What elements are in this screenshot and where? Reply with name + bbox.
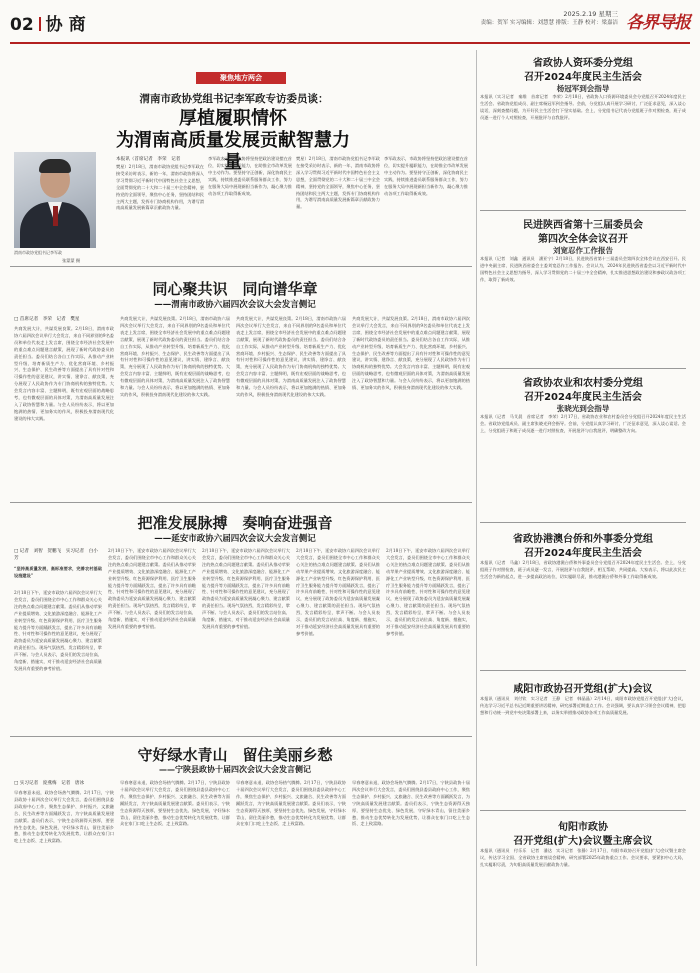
- section2-body-col3: 共商发展大计，共谋发展良策。2月18日，渭南市政协六届四次会议举行大会发言，来自不同界别的9名委员和单位代表走上发言席，围绕全市经济社会发展中的重点难点问题建言献策，展现了新时代政协委员的责任担当。委员们结合各自工作实际，从推动产业转型升级、培育新质生产力、优化营商环境、乡村振兴、生态保护、民生改善等方面提出了具有针对性和可操作性的意见建议，讲实情、建诤言、献良策，充分展现了人民政协作为专门协商机构的独特优势。大会发言内容丰富、主题鲜明，既有宏观层面的战略思考，也有微观层面的具体对策，为渭南高质量发展注入了政协智慧和力量。与会人员纷纷表示，将以更加饱满的热情、更加务实的作风，积极投身渭南现代化建设的伟大实践。: [236, 316, 346, 397]
- right-article-1-title1: 省政协人资环委分党组: [533, 58, 633, 69]
- section4-body-col3: 早春寒意未退，政协会场热气腾腾。2月17日，宁陕县政协十届四次会议举行大会发言，委员们围绕县委县政府中心工作，聚焦生态保护、乡村振兴、文旅融合、民生改善等方面踊跃发言，为宁陕高质量发展建言献策。委员们表示，宁陕生态资源得天独厚，要坚持生态优先、绿色发展，守好绿水青山，留住美丽乡愁，推动生态优势转化为发展优势，让群众在家门口吃上生态饭、走上致富路。: [236, 780, 346, 827]
- right-article-3-title2: 召开2024年度民主生活会: [524, 392, 642, 403]
- divider-right-4: [480, 670, 686, 671]
- divider-right-1: [480, 210, 686, 211]
- portrait-photo: [14, 152, 96, 248]
- issue-date: 2025.2.19 星期三: [563, 10, 618, 18]
- right-article-4-title2: 召开2024年度民主生活会: [524, 548, 642, 559]
- right-article-1-subtitle: 杨冠军到会指导: [556, 84, 610, 93]
- photo-credit: 张蒙蒙 摄: [62, 258, 81, 263]
- right-article-3-subtitle: 张晓光到会指导: [556, 404, 610, 413]
- right-article-2-subtitle: 刘宽忍作工作报告: [553, 246, 613, 255]
- divider-right-5: [480, 810, 686, 811]
- section4-body-col4: 早春寒意未退，政协会场热气腾腾。2月17日，宁陕县政协十届四次会议举行大会发言，委员们围绕县委县政府中心工作，聚焦生态保护、乡村振兴、文旅融合、民生改善等方面踊跃发言，为宁陕高质量发展建言献策。委员们表示，宁陕生态资源得天独厚，要坚持生态优先、绿色发展，守好绿水青山，留住美丽乡愁，推动生态优势转化为发展优势，让群众在家门口吃上生态饭、走上致富路。: [352, 780, 470, 827]
- section3-body-col1: 2月18日下午，延安市政协六届四次会议举行大会发言，委员们围绕全市中心工作和群众关心关注的热点难点问题建言献策。委员们从推动苹果产业提质增效、文化旅游深度融合、能源化工产业转型升级、红色资源保护利用、医疗卫生服务能力提升等方面踊跃发言，提出了许多具有前瞻性、针对性和可操作性的意见建议，充分展现了政协委员为延安高质量发展凝心聚力、建言献策的责任担当。现场气氛热烈，发言精彩纷呈，掌声不断。与会人员表示，委员们的发言站位高、角度新、措施实，对于推动延安经济社会高质量发展具有重要的参考价值。: [14, 590, 102, 671]
- feature-title-line1: 厚植履职情怀: [179, 108, 287, 129]
- masthead-logo: 各界导报: [626, 13, 690, 33]
- section2-body-col4: 共商发展大计，共谋发展良策。2月18日，渭南市政协六届四次会议举行大会发言，来自不同界别的9名委员和单位代表走上发言席，围绕全市经济社会发展中的重点难点问题建言献策，展现了新时代政协委员的责任担当。委员们结合各自工作实际，从推动产业转型升级、培育新质生产力、优化营商环境、乡村振兴、生态保护、民生改善等方面提出了具有针对性和可操作性的意见建议，讲实情、建诤言、献良策，充分展现了人民政协作为专门协商机构的独特优势。大会发言内容丰富、主题鲜明，既有宏观层面的战略思考，也有微观层面的具体对策，为渭南高质量发展注入了政协智慧和力量。与会人员纷纷表示，将以更加饱满的热情、更加务实的作风，积极投身渭南现代化建设的伟大实践。: [352, 316, 470, 391]
- right-article-1-body: 本报讯（实习记者 秦维 首席记者 李荣）2月18日，省政协人口资源环境委员会分党组召开2024年度民主生活会。省政协党组成员、副主席杨冠军到会指导。会前，分党组认真开展学习研讨，广泛征求意见，深入谈心谈话，深刻查摆问题，为开好民主生活会打下坚实基础。会上，分党组书记代表分党组班子作对照检查，班子成员逐一进行个人对照检查，开展批评与自我批评。: [480, 94, 686, 120]
- page-number: 02: [10, 15, 34, 35]
- photo-caption: 渭南市政协党组书记李军政: [14, 250, 62, 255]
- header-divider: [39, 17, 41, 31]
- page-number-section: [10, 10, 86, 35]
- right-article-2-title2: 第四次全体会议召开: [538, 234, 628, 245]
- right-article-3-title1: 省政协农业和农村委分党组: [523, 378, 643, 389]
- page-header: [10, 8, 690, 44]
- right-article-3-body: 本报讯（记者 马艾晨 首席记者 李荣）2月17日，省政协农业和农村委员会分党组召开2024年度民主生活会。省政协党组成员、副主席张晓光到会指导。会前，分党组认真学习研讨，广泛征求意见，深入谈心谈话。会上，分党组班子和班子成员逐一进行对照检查，开展批评与自我批评，明确整改方向。: [480, 414, 686, 433]
- section3-quote: “坚持高质量发展，高标准要求，完善农村基础设施建设”: [14, 566, 102, 578]
- section3-body-col4: 2月18日下午，延安市政协六届四次会议举行大会发言，委员们围绕全市中心工作和群众关心关注的热点难点问题建言献策。委员们从推动苹果产业提质增效、文化旅游深度融合、能源化工产业转型升级、红色资源保护利用、医疗卫生服务能力提升等方面踊跃发言，提出了许多具有前瞻性、针对性和可操作性的意见建议，充分展现了政协委员为延安高质量发展凝心聚力、建言献策的责任担当。现场气氛热烈，发言精彩纷呈，掌声不断。与会人员表示，委员们的发言站位高、角度新、措施实，对于推动延安经济社会高质量发展具有重要的参考价值。: [296, 548, 380, 636]
- feature-subtitle: 渭南市政协党组书记李军政专访委员谈：: [139, 93, 329, 105]
- photo-hair: [39, 159, 71, 173]
- section4-title: 守好绿水青山 留住美丽乡愁: [137, 746, 333, 764]
- right-article-6-body: 本报讯（通讯员 付乐乐 记者 潘达 实习记者 张静）2月17日，旬阳市政协召开党组(扩大)会议暨主席会议，传达学习全国、全省政协主席座谈会精神，研究部署2025年政协重点工作。会议要求，要紧扣中心大局，扎实履职尽责，为旬阳高质量发展贡献政协力量。: [480, 848, 686, 867]
- section3-byline: □ 记者 刘智 贺鹏飞 实习记者 白小芳: [14, 549, 98, 561]
- feature-body-col1: 樊星）2月18日，渭南市政协党组书记李军政在接受采访时表示，新的一年，渭南市政协将深入学习贯彻习近平新时代中国特色社会主义思想，全面贯彻党的二十大和二十届三中全会精神，坚持党的全面领导，聚焦中心任务，坚持团结和民主两大主题，发挥专门协商机构作用，为谱写渭南高质量发展新篇章贡献政协力量。: [116, 164, 204, 211]
- right-article-6-title1: 旬阳市政协: [558, 822, 608, 833]
- section3-title: 把准发展脉搏 奏响奋进强音: [137, 514, 333, 532]
- column-divider: [476, 50, 477, 966]
- section3-body-col2: 2月18日下午，延安市政协六届四次会议举行大会发言，委员们围绕全市中心工作和群众关心关注的热点难点问题建言献策。委员们从推动苹果产业提质增效、文化旅游深度融合、能源化工产业转型升级、红色资源保护利用、医疗卫生服务能力提升等方面踊跃发言，提出了许多具有前瞻性、针对性和可操作性的意见建议，充分展现了政协委员为延安高质量发展凝心聚力、建言献策的责任担当。现场气氛热烈，发言精彩纷呈，掌声不断。与会人员表示，委员们的发言站位高、角度新、措施实，对于推动延安经济社会高质量发展具有重要的参考价值。: [108, 548, 196, 629]
- section4-byline: □ 实习记者 庞燕梅 记者 唐冰: [14, 781, 85, 786]
- feature-title-line2: 为渭南高质量发展贡献智慧力量: [116, 130, 350, 173]
- section2-byline: □ 首席记者 李荣 记者 樊星: [14, 317, 80, 322]
- feature-byline: 本报讯（首席记者 李荣 记者: [116, 157, 181, 162]
- right-article-1-title2: 召开2024年度民主生活会: [524, 72, 642, 83]
- right-article-6-title2: 召开党组(扩大)会议暨主席会议: [513, 836, 653, 847]
- section2-body-col2: 共商发展大计，共谋发展良策。2月18日，渭南市政协六届四次会议举行大会发言，来自不同界别的9名委员和单位代表走上发言席，围绕全市经济社会发展中的重点难点问题建言献策，展现了新时代政协委员的责任担当。委员们结合各自工作实际，从推动产业转型升级、培育新质生产力、优化营商环境、乡村振兴、生态保护、民生改善等方面提出了具有针对性和可操作性的意见建议，讲实情、建诤言、献良策，充分展现了人民政协作为专门协商机构的独特优势。大会发言内容丰富、主题鲜明，既有宏观层面的战略思考，也有微观层面的具体对策，为渭南高质量发展注入了政协智慧和力量。与会人员纷纷表示，将以更加饱满的热情、更加务实的作风，积极投身渭南现代化建设的伟大实践。: [120, 316, 230, 397]
- section-name: 协 商: [45, 15, 86, 35]
- section4-body-col2: 早春寒意未退，政协会场热气腾腾。2月17日，宁陕县政协十届四次会议举行大会发言，委员们围绕县委县政府中心工作，聚焦生态保护、乡村振兴、文旅融合、民生改善等方面踊跃发言，为宁陕高质量发展建言献策。委员们表示，宁陕生态资源得天独厚，要坚持生态优先、绿色发展，守好绿水青山，留住美丽乡愁，推动生态优势转化为发展优势，让群众在家门口吃上生态饭、走上致富路。: [120, 780, 230, 827]
- right-article-5-title1: 咸阳市政协召开党组(扩大)会议: [513, 684, 653, 695]
- feature-kicker: 聚焦地方两会: [196, 72, 286, 84]
- feature-body-col2: 李军政表示，市政协将坚持把政治建设摆在首位，切实提升履职能力，在助推全市改革发展中主动作为。要坚持守正创新，深化协商民主实践，持续推进委员联系服务群众工作，努力在服务大局中展现新担当新作为，凝心聚力推动各项工作取得新成效。: [208, 156, 292, 196]
- divider-right-3: [480, 522, 686, 523]
- section3-subtitle: ——延安市政协六届四次会议大会发言侧记: [154, 534, 316, 544]
- divider-section2: [10, 502, 472, 503]
- section3-body-col3: 2月18日下午，延安市政协六届四次会议举行大会发言，委员们围绕全市中心工作和群众关心关注的热点难点问题建言献策。委员们从推动苹果产业提质增效、文化旅游深度融合、能源化工产业转型升级、红色资源保护利用、医疗卫生服务能力提升等方面踊跃发言，提出了许多具有前瞻性、针对性和可操作性的意见建议，充分展现了政协委员为延安高质量发展凝心聚力、建言献策的责任担当。现场气氛热烈，发言精彩纷呈，掌声不断。与会人员表示，委员们的发言站位高、角度新、措施实，对于推动延安经济社会高质量发展具有重要的参考价值。: [202, 548, 290, 629]
- photo-tie: [53, 206, 58, 226]
- section4-body-col1: 早春寒意未退，政协会场热气腾腾。2月17日，宁陕县政协十届四次会议举行大会发言，委员们围绕县委县政府中心工作，聚焦生态保护、乡村振兴、文旅融合、民生改善等方面踊跃发言，为宁陕高质量发展建言献策。委员们表示，宁陕生态资源得天独厚，要坚持生态优先、绿色发展，守好绿水青山，留住美丽乡愁，推动生态优势转化为发展优势，让群众在家门口吃上生态饭、走上致富路。: [14, 790, 114, 844]
- feature-body-col3: 樊星）2月18日，渭南市政协党组书记李军政在接受采访时表示，新的一年，渭南市政协将深入学习贯彻习近平新时代中国特色社会主义思想，全面贯彻党的二十大和二十届三中全会精神，坚持党的全面领导，聚焦中心任务，坚持团结和民主两大主题，发挥专门协商机构作用，为谱写渭南高质量发展新篇章贡献政协力量。: [296, 156, 380, 210]
- right-article-5-body: 本报讯（通讯员 刘付钦 实习记者 王静 记者 韩晶晶）2月14日，咸阳市政协党组召开党组(扩大)会议，传达学习习近平总书记近期重要讲话精神，研究部署近期重点工作。会议强调，要认真学习领会会议精神，把思想和行动统一到党中央决策部署上来，以务实举措推动政协各项工作高质量发展。: [480, 696, 686, 715]
- section4-subtitle: ——宁陕县政协十届四次会议大会发言侧记: [159, 765, 311, 774]
- right-article-4-title1: 省政协港澳台侨和外事委分党组: [513, 534, 653, 545]
- feature-body-col4: 李军政表示，市政协将坚持把政治建设摆在首位，切实提升履职能力，在助推全市改革发展中主动作为。要坚持守正创新，深化协商民主实践，持续推进委员联系服务群众工作，努力在服务大局中展现新担当新作为，凝心聚力推动各项工作取得新成效。: [384, 156, 468, 196]
- right-article-4-body: 本报讯（记者 马鑫）2月18日，省政协港澳台侨和外事委员会分党组召开2024年度民主生活会。会上，分党组班子作对照检查，班子成员逐一发言，开展批评与自我批评，相互帮助、共同提高。大家表示，将以此次民主生活会为新的起点，进一步提高政治站位，切实履职尽责，推动港澳台侨和外事工作取得新成效。: [480, 560, 686, 579]
- divider-section3: [10, 736, 472, 737]
- staff-credits: 责编：贺军 实习编辑：刘慧慧 排版：王静 校对：梁嘉洁: [480, 20, 618, 26]
- divider-feature: [10, 266, 472, 267]
- section2-title: 同心聚共识 同向谱华章: [152, 280, 318, 298]
- right-article-2-body: 本报讯（记者 刘鑫 通讯员 潘亚宁）2月18日，民进陕西省第十三届委员会第四次全体会议在西安召开。民进中央副主席、民进陕西省委会主委刘宽忍作工作报告。会议认为，2024年民进陕西省委会以习近平新时代中国特色社会主义思想为指导，深入学习贯彻党的二十届三中全会精神，扎实推进思想政治建设和参政议政各项工作，取得了新成效。: [480, 256, 686, 282]
- right-article-2-title1: 民进陕西省第十三届委员会: [523, 220, 643, 231]
- divider-right-2: [480, 368, 686, 369]
- section2-body-col1: 共商发展大计，共谋发展良策。2月18日，渭南市政协六届四次会议举行大会发言，来自不同界别的9名委员和单位代表走上发言席，围绕全市经济社会发展中的重点难点问题建言献策，展现了新时代政协委员的责任担当。委员们结合各自工作实际，从推动产业转型升级、培育新质生产力、优化营商环境、乡村振兴、生态保护、民生改善等方面提出了具有针对性和可操作性的意见建议，讲实情、建诤言、献良策，充分展现了人民政协作为专门协商机构的独特优势。大会发言内容丰富、主题鲜明，既有宏观层面的战略思考，也有微观层面的具体对策，为渭南高质量发展注入了政协智慧和力量。与会人员纷纷表示，将以更加饱满的热情、更加务实的作风，积极投身渭南现代化建设的伟大实践。: [14, 326, 114, 421]
- header-info: [481, 10, 618, 28]
- section3-body-col5: 2月18日下午，延安市政协六届四次会议举行大会发言，委员们围绕全市中心工作和群众关心关注的热点难点问题建言献策。委员们从推动苹果产业提质增效、文化旅游深度融合、能源化工产业转型升级、红色资源保护利用、医疗卫生服务能力提升等方面踊跃发言，提出了许多具有前瞻性、针对性和可操作性的意见建议，充分展现了政协委员为延安高质量发展凝心聚力、建言献策的责任担当。现场气氛热烈，发言精彩纷呈，掌声不断。与会人员表示，委员们的发言站位高、角度新、措施实，对于推动延安经济社会高质量发展具有重要的参考价值。: [386, 548, 470, 636]
- section2-subtitle: ——渭南市政协六届四次会议大会发言侧记: [154, 300, 316, 310]
